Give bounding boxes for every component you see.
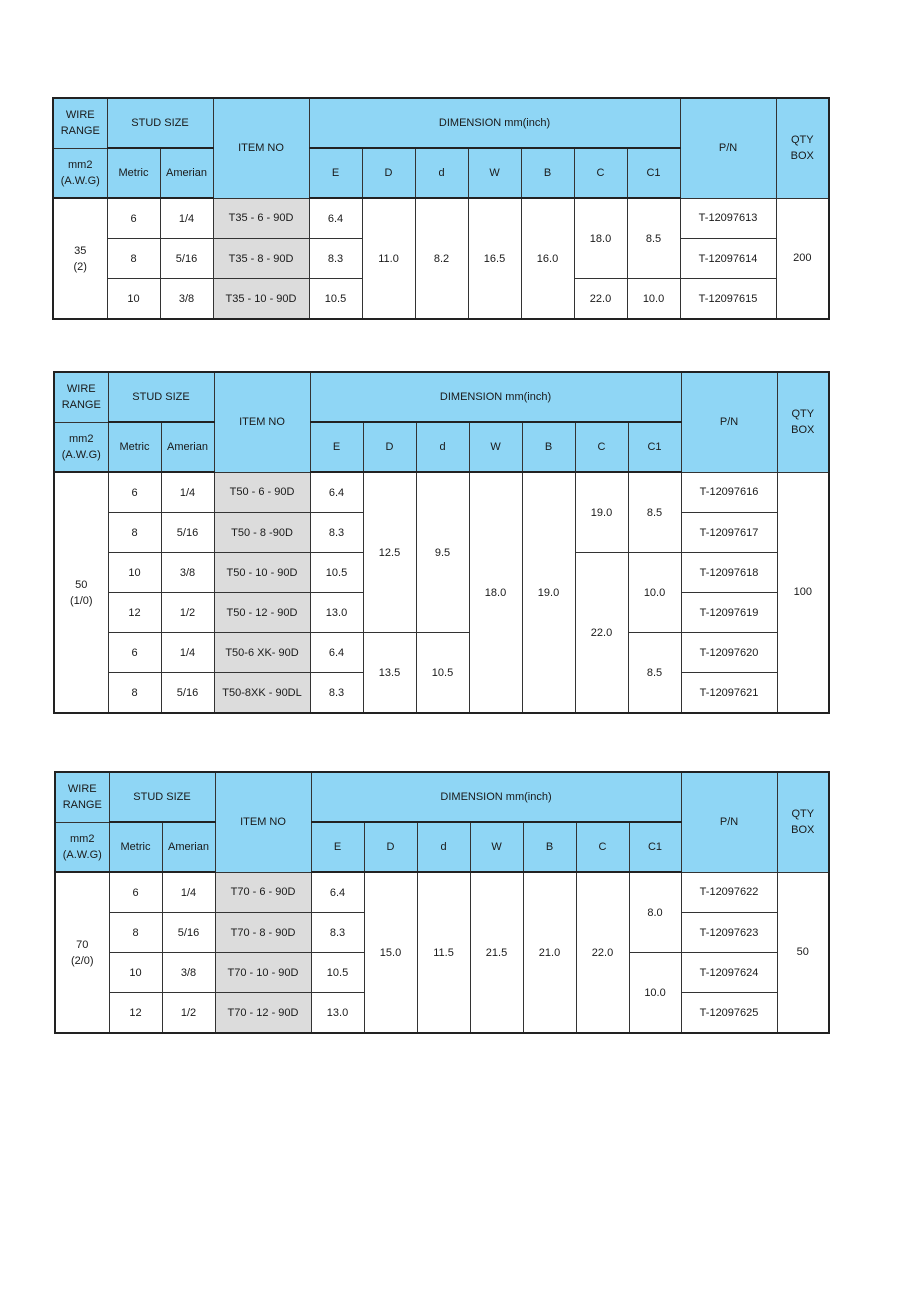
metric-cell: 10: [108, 553, 161, 593]
metric-cell: 8: [108, 673, 161, 714]
table-row: [55, 872, 829, 913]
metric-cell: 6: [108, 633, 161, 673]
dim-D-cell: 12.5: [363, 472, 416, 633]
header-dim-c: C: [575, 422, 628, 472]
dim-D-cell: 13.5: [363, 633, 416, 714]
dim-e-cell: 10.5: [310, 553, 363, 593]
dim-c-cell: 18.0: [574, 198, 627, 279]
item-no-cell: T35 - 6 - 90D: [213, 198, 309, 239]
dim-e-cell: 6.4: [309, 198, 362, 239]
dim-c-cell: 19.0: [575, 472, 628, 553]
item-no-cell: T70 - 8 - 90D: [215, 913, 311, 953]
dim-e-cell: 8.3: [310, 673, 363, 714]
header-item-no: ITEM NO: [215, 772, 311, 872]
header-item-no: ITEM NO: [214, 372, 310, 472]
header-wire-range: WIRE RANGE: [55, 772, 109, 822]
header-mm2-awg: mm2 (A.W.G): [55, 822, 109, 872]
amerian-cell: 3/8: [162, 953, 215, 993]
header-dim-e: E: [310, 422, 363, 472]
qty-box-cell: 200: [776, 198, 829, 319]
header-pn: P/N: [680, 98, 776, 198]
amerian-cell: 5/16: [162, 913, 215, 953]
item-no-cell: T50 - 6 - 90D: [214, 472, 310, 513]
amerian-cell: 5/16: [160, 239, 213, 279]
spec-table-50: [53, 371, 830, 714]
header-amerian: Amerian: [160, 148, 213, 198]
amerian-cell: 1/2: [162, 993, 215, 1034]
dim-d-cell: 11.5: [417, 872, 470, 1033]
dim-w-cell: 18.0: [469, 472, 522, 713]
header-dim-d: d: [416, 422, 469, 472]
dim-c-cell: 22.0: [575, 553, 628, 714]
header-amerian: Amerian: [161, 422, 214, 472]
metric-cell: 8: [107, 239, 160, 279]
amerian-cell: 1/4: [162, 872, 215, 913]
item-no-cell: T50 - 8 -90D: [214, 513, 310, 553]
pn-cell: T-12097616: [681, 472, 777, 513]
dim-e-cell: 13.0: [310, 593, 363, 633]
metric-cell: 6: [107, 198, 160, 239]
spec-table-35: [52, 97, 830, 320]
metric-cell: 10: [109, 953, 162, 993]
wire-range-cell: 70 (2/0): [55, 872, 109, 1033]
dim-w-cell: 16.5: [468, 198, 521, 319]
dim-e-cell: 8.3: [311, 913, 364, 953]
dim-c1-cell: 8.0: [629, 872, 681, 953]
dim-c1-cell: 8.5: [628, 633, 681, 714]
dim-d-cell: 9.5: [416, 472, 469, 633]
pn-cell: T-12097625: [681, 993, 777, 1034]
header-qty-box: QTY BOX: [776, 98, 829, 198]
header-amerian: Amerian: [162, 822, 215, 872]
dim-e-cell: 8.3: [309, 239, 362, 279]
header-dim-e: E: [309, 148, 362, 198]
metric-cell: 8: [109, 913, 162, 953]
dim-c1-cell: 10.0: [627, 279, 680, 320]
header-stud-size: STUD SIZE: [108, 372, 214, 422]
item-no-cell: T50-6 XK- 90D: [214, 633, 310, 673]
header-stud-size: STUD SIZE: [109, 772, 215, 822]
header-wire-range: WIRE RANGE: [53, 98, 107, 148]
table-row: [54, 472, 829, 513]
pn-cell: T-12097620: [681, 633, 777, 673]
pn-cell: T-12097621: [681, 673, 777, 714]
header-dim-c1: C1: [629, 822, 681, 872]
header-dim-b: B: [522, 422, 575, 472]
dim-d-cell: 10.5: [416, 633, 469, 714]
header-qty-box: QTY BOX: [777, 372, 829, 472]
qty-box-cell: 100: [777, 472, 829, 713]
amerian-cell: 1/4: [161, 633, 214, 673]
metric-cell: 6: [109, 872, 162, 913]
header-dim-d: d: [415, 148, 468, 198]
pn-cell: T-12097613: [680, 198, 776, 239]
item-no-cell: T50-8XK - 90DL: [214, 673, 310, 714]
dim-b-cell: 21.0: [523, 872, 576, 1033]
dim-e-cell: 10.5: [311, 953, 364, 993]
item-no-cell: T35 - 8 - 90D: [213, 239, 309, 279]
dim-w-cell: 21.5: [470, 872, 523, 1033]
metric-cell: 12: [108, 593, 161, 633]
table-row: [54, 633, 829, 673]
pn-cell: T-12097618: [681, 553, 777, 593]
header-metric: Metric: [107, 148, 160, 198]
dim-D-cell: 15.0: [364, 872, 417, 1033]
pn-cell: T-12097624: [681, 953, 777, 993]
pn-cell: T-12097614: [680, 239, 776, 279]
dim-c-cell: 22.0: [576, 872, 629, 1033]
dim-e-cell: 6.4: [311, 872, 364, 913]
header-dimension: DIMENSION mm(inch): [311, 772, 681, 822]
dim-d-cell: 8.2: [415, 198, 468, 319]
dim-D-cell: 11.0: [362, 198, 415, 319]
header-dim-D: D: [362, 148, 415, 198]
spec-table-70: [54, 771, 830, 1034]
pn-cell: T-12097622: [681, 872, 777, 913]
dim-c1-cell: 10.0: [629, 953, 681, 1034]
header-stud-size: STUD SIZE: [107, 98, 213, 148]
dim-e-cell: 13.0: [311, 993, 364, 1034]
qty-box-cell: 50: [777, 872, 829, 1033]
header-metric: Metric: [108, 422, 161, 472]
header-pn: P/N: [681, 772, 777, 872]
metric-cell: 10: [107, 279, 160, 320]
dim-b-cell: 19.0: [522, 472, 575, 713]
item-no-cell: T35 - 10 - 90D: [213, 279, 309, 320]
dim-c-cell: 22.0: [574, 279, 627, 320]
wire-range-cell: 35 (2): [53, 198, 107, 319]
item-no-cell: T70 - 10 - 90D: [215, 953, 311, 993]
item-no-cell: T50 - 10 - 90D: [214, 553, 310, 593]
dim-e-cell: 8.3: [310, 513, 363, 553]
metric-cell: 12: [109, 993, 162, 1034]
header-dim-c1: C1: [628, 422, 681, 472]
dim-e-cell: 6.4: [310, 633, 363, 673]
header-dim-D: D: [364, 822, 417, 872]
header-pn: P/N: [681, 372, 777, 472]
table-row: [53, 198, 829, 239]
header-dim-c: C: [574, 148, 627, 198]
header-dim-b: B: [523, 822, 576, 872]
header-dim-w: W: [470, 822, 523, 872]
header-dim-b: B: [521, 148, 574, 198]
amerian-cell: 1/4: [161, 472, 214, 513]
pn-cell: T-12097617: [681, 513, 777, 553]
amerian-cell: 1/4: [160, 198, 213, 239]
wire-range-cell: 50 (1/0): [54, 472, 108, 713]
dim-c1-cell: 8.5: [628, 472, 681, 553]
header-mm2-awg: mm2 (A.W.G): [54, 422, 108, 472]
header-dim-w: W: [469, 422, 522, 472]
amerian-cell: 1/2: [161, 593, 214, 633]
item-no-cell: T50 - 12 - 90D: [214, 593, 310, 633]
header-dim-d: d: [417, 822, 470, 872]
header-dim-c1: C1: [627, 148, 680, 198]
metric-cell: 8: [108, 513, 161, 553]
header-qty-box: QTY BOX: [777, 772, 829, 872]
dim-b-cell: 16.0: [521, 198, 574, 319]
amerian-cell: 5/16: [161, 513, 214, 553]
pn-cell: T-12097615: [680, 279, 776, 320]
amerian-cell: 3/8: [161, 553, 214, 593]
header-dim-c: C: [576, 822, 629, 872]
header-dim-w: W: [468, 148, 521, 198]
dim-c1-cell: 8.5: [627, 198, 680, 279]
metric-cell: 6: [108, 472, 161, 513]
pn-cell: T-12097619: [681, 593, 777, 633]
dim-c1-cell: 10.0: [628, 553, 681, 633]
header-mm2-awg: mm2 (A.W.G): [53, 148, 107, 198]
header-dim-e: E: [311, 822, 364, 872]
header-dim-D: D: [363, 422, 416, 472]
dim-e-cell: 10.5: [309, 279, 362, 320]
item-no-cell: T70 - 12 - 90D: [215, 993, 311, 1034]
item-no-cell: T70 - 6 - 90D: [215, 872, 311, 913]
header-dimension: DIMENSION mm(inch): [310, 372, 681, 422]
header-wire-range: WIRE RANGE: [54, 372, 108, 422]
dim-e-cell: 6.4: [310, 472, 363, 513]
amerian-cell: 3/8: [160, 279, 213, 320]
header-item-no: ITEM NO: [213, 98, 309, 198]
pn-cell: T-12097623: [681, 913, 777, 953]
header-dimension: DIMENSION mm(inch): [309, 98, 680, 148]
header-metric: Metric: [109, 822, 162, 872]
amerian-cell: 5/16: [161, 673, 214, 714]
